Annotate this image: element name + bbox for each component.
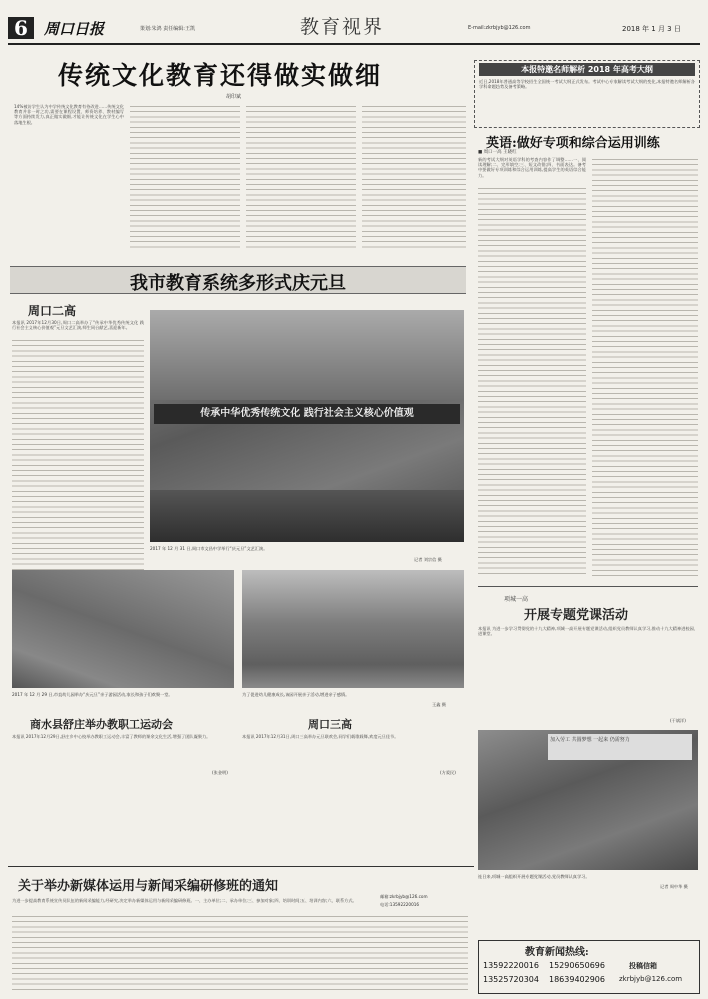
party-photo-credit: 记者 周中华 摄 [660, 884, 688, 889]
party-rule [478, 586, 698, 587]
school3-body: 本报讯 2017年12月31日,周口三高举办元旦联欢会,同学们载歌载舞,欢度元旦佳节。 [242, 734, 399, 739]
notice-body: 为进一步提高教育系统宣传员队伍的新闻采编能力,经研究,决定举办新媒体运用与新闻采编研修班。一、主办单位;二、承办单位;三、参加对象;四、培训时间;五、培训内容;六、联系方式。 [12, 898, 357, 903]
hotline-phone-2: 15290650696 [549, 961, 605, 970]
article-col-3 [246, 104, 356, 250]
notice-phone: 电话:13592220016 [380, 902, 420, 907]
photo-party-board: 加入劳工 共圆梦想 一起来 仍需努力 [548, 734, 692, 760]
photo-gala [150, 310, 464, 542]
photo-gala-credit: 记者 刘宗信 摄 [414, 557, 442, 562]
celebrate-banner [10, 266, 466, 294]
hotline-box [478, 940, 700, 994]
article-col-1: 14%被访学生认为中学传统文化教育有待改进……传统文化教育并非一时之功,需要在课程设置、师资培养、教材编写等方面持续发力,真正做实做细,才能让传统文化在学生心中落地生根。 [14, 104, 124, 125]
school3-title: 周口三高 [308, 718, 352, 731]
exam-outline-title: 本报特邀名师解析 2018 年高考大纲 [479, 63, 695, 76]
masthead: 周口日报 [44, 20, 105, 38]
english-title: 英语:做好专项和综合运用训练 [486, 136, 660, 151]
photo-kindergarten-caption: 2017 年 12 月 29 日,市直幼儿园举办“庆元旦”亲子游园活动,家长和孩子们欢聚一堂。 [12, 692, 173, 697]
page-number: 6 [8, 17, 34, 39]
header-rule [8, 43, 700, 45]
hotline-phone-1: 13592220016 [483, 961, 539, 970]
exam-outline-box [474, 60, 700, 128]
photo-kindergarten [12, 570, 234, 688]
header-email: E-mail:zkrbjyb@126.com [468, 25, 531, 31]
photo-gala-building [150, 310, 464, 400]
english-byline: ■ 周口一高 王晓红 [478, 150, 517, 155]
party-body: 本报讯 为进一步学习贯彻党的十九大精神,项城一高开展专题党课活动,组织党员教师认真学习,推动十九大精神进校园、进课堂。 [478, 626, 698, 637]
article-col-4 [362, 104, 466, 250]
photo-gala-caption: 2017 年 12 月 31 日,周口市文昌中学举行“庆元旦”文艺汇演。 [150, 546, 268, 551]
page-header [0, 0, 708, 44]
school3-credit: (方爱民) [440, 770, 456, 775]
edition-meta: 策划:朱鸿 责任编辑:王凯 [140, 26, 195, 32]
notice-body-lines [12, 914, 468, 990]
notice-email: 邮箱:zkrbjyb@126.com [380, 894, 428, 899]
notice-title: 关于举办新媒体运用与新闻采编研修班的通知 [18, 879, 279, 894]
english-col-1-lines [478, 186, 586, 576]
hotline-phone-4: 18639402906 [549, 975, 605, 984]
hotline-title: 教育新闻热线: [525, 947, 589, 958]
school1-title: 周口二高 [28, 304, 77, 318]
school2-body: 本报讯 2017年12月29日,舒庄乡中心校举办教职工运动会,丰富了教师的课余文化生活,增强了团队凝聚力。 [12, 734, 211, 739]
hotline-email-label: 投稿信箱 [629, 961, 657, 970]
hotline-email: zkrbjyb@126.com [619, 975, 683, 983]
school1-body-lines [12, 338, 144, 574]
photo-gala-banner: 传承中华优秀传统文化 践行社会主义核心价值观 [154, 404, 460, 424]
english-col-2 [592, 157, 698, 577]
party-credit: (于斌洋) [670, 718, 686, 723]
photo-party-lesson [478, 730, 698, 870]
article-title: 传统文化教育还得做实做细 [58, 61, 383, 90]
school1-body: 本报讯 2017年12月30日,周口二高举办了“传承中华优秀传统文化 践行社会主义核心价值观”元旦文艺汇演,师生同台献艺,喜迎新年。 [12, 320, 144, 331]
hotline-phone-3: 13525720304 [483, 975, 539, 984]
party-photo-caption: 连日来,项城一高组织开展专题党课活动,党员教师认真学习。 [478, 874, 590, 879]
school2-credit: (张金明) [212, 770, 228, 775]
photo-parent-child-credit: 王鑫 摄 [432, 702, 446, 707]
notice-rule [8, 866, 474, 867]
photo-parent-child [242, 570, 464, 688]
party-title: 开展专题党课活动 [524, 608, 629, 623]
celebrate-banner-title: 我市教育系统多形式庆元旦 [130, 273, 346, 294]
party-school: 项城一高 [504, 596, 529, 603]
exam-outline-body: 近日,2018年普通高等学校招生全国统一考试大纲正式发布。考试中心专家解读考试大纲的变化,本报特邀名师解析各学科命题趋势及备考策略。 [479, 79, 695, 90]
photo-parent-child-caption: 为了促进幼儿健康成长,该园开展亲子活动,增进亲子感情。 [242, 692, 350, 697]
english-col-1: 新的考试大纲对英语学科的考查内容作了调整……一、阅读理解;二、完形填空;三、短文改错;四、书面表达。备考中要做好专项训练和综合运用训练,提高学生的英语综合能力。 [478, 157, 586, 178]
school2-title: 商水县舒庄举办教职工运动会 [30, 718, 173, 731]
issue-date: 2018 年 1 月 3 日 [622, 25, 681, 33]
section-title: 教育视界 [300, 16, 385, 38]
article-author: 胡印斌 [226, 94, 242, 100]
photo-gala-stage [150, 490, 464, 542]
article-col-2 [130, 104, 240, 250]
